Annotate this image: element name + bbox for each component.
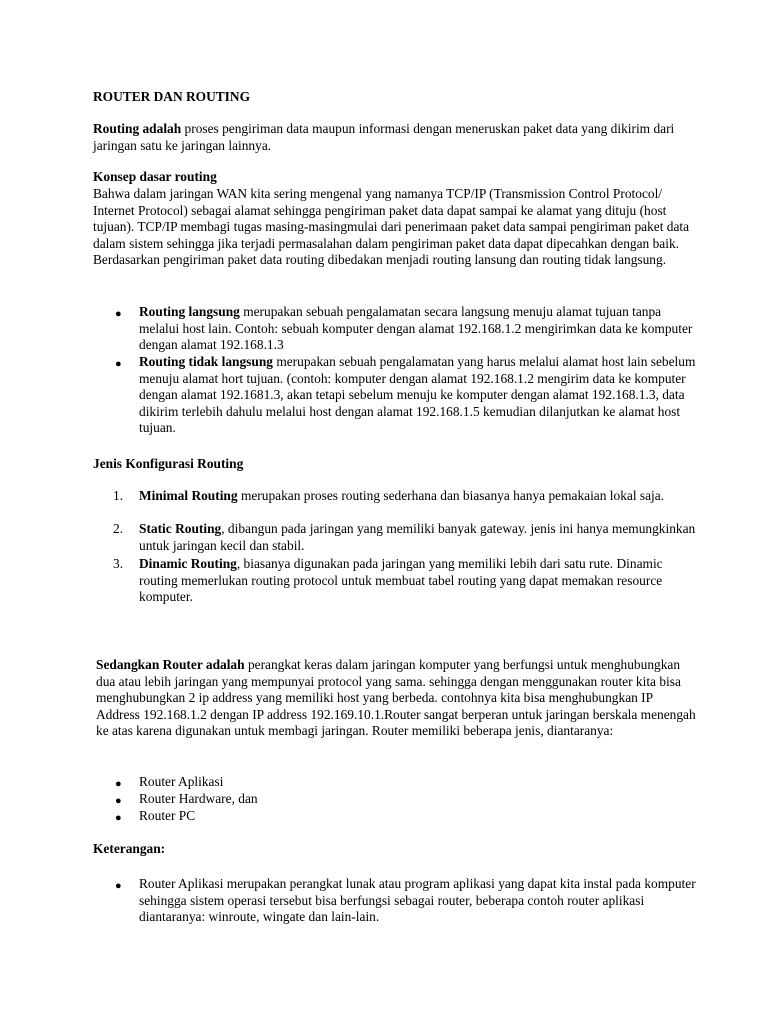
list-item: Router Aplikasi merupakan perangkat lunak atau program aplikasi yang dapat kita instal pada komputer sehingga sistem operasi tersebut bisa berfungsi sebagai router, beberapa contoh router aplikasi diantaranya: winroute, wingate dan lain-lain. — [139, 876, 696, 925]
router-term: Sedangkan Router adalah — [96, 657, 245, 672]
list-item: Router PC — [139, 808, 196, 823]
list-item — [139, 354, 699, 437]
bullet-icon: ● — [115, 308, 122, 320]
list-item-text: merupakan sebuah pengalamatan yang harus melalui alamat host lain sebelum menuju alamat hort tujuan. (contoh: komputer dengan alamat 192.168.1.2 mengirim data ke komputer dengan alamat 192.1681.3, akan tetapi sebelum menuju ke komputer dengan alamat 192.168.1.3, data dikirim terlebih dahulu melalui host dengan alamat 192.168.1.5 kemudian dilanjutkan ke alamat host tujuan. — [139, 354, 696, 436]
list-number: 2. — [113, 521, 124, 536]
konsep-paragraph: Bahwa dalam jaringan WAN kita sering mengenal yang namanya TCP/IP (Transmission Control Protocol/ Internet Protocol) sebagai alamat sehingga pengiriman paket data dapat sampai ke alamat yang dituju (host tujuan). TCP/IP membagi tugas masing-masingmulai dari penerimaan paket data sampai pengiriman paket data dalam sistem sehingga jika terjadi permasalahan dalam pengiriman paket data dapat dipecahkan dengan baik. Berdasarkan pengiriman paket data routing dibedakan menjadi routing lansung dan routing tidak langsung. — [93, 186, 690, 268]
list-item-term: Dinamic Routing — [139, 556, 237, 571]
list-item-term: Routing langsung — [139, 304, 240, 319]
bullet-icon: ● — [115, 795, 122, 807]
page-title: ROUTER DAN ROUTING — [93, 89, 250, 104]
list-item — [139, 556, 699, 606]
list-item-text: , dibangun pada jaringan yang memiliki banyak gateway. jenis ini hanya memungkinkan untuk jaringan kecil dan stabil. — [139, 521, 696, 553]
bullet-icon: ● — [115, 812, 122, 824]
list-item-term: Routing tidak langsung — [139, 354, 273, 369]
list-number: 1. — [113, 488, 124, 503]
jenis-heading: Jenis Konfigurasi Routing — [93, 456, 244, 471]
list-item-term: Minimal Routing — [139, 488, 238, 503]
bullet-icon: ● — [115, 358, 122, 370]
list-item-term: Static Routing — [139, 521, 222, 536]
router-paragraph — [96, 657, 696, 740]
list-item-text: merupakan proses routing sederhana dan biasanya hanya pemakaian lokal saja. — [237, 488, 665, 503]
list-item — [139, 488, 699, 505]
keterangan-heading: Keterangan: — [93, 841, 166, 856]
intro-paragraph — [93, 121, 693, 154]
list-item: Router Hardware, dan — [139, 791, 258, 806]
list-item-text: merupakan sebuah pengalamatan secara langsung menuju alamat tujuan tanpa melalui host lain. Contoh: sebuah komputer dengan alamat 192.168.1.2 mengirimkan data ke komputer dengan alamat 192.168.1.3 — [139, 304, 693, 353]
router-text: perangkat keras dalam jaringan komputer yang berfungsi untuk menghubungkan dua atau lebih jaringan yang mempunyai protocol yang sama. sehingga dengan menggunakan router kita bisa menghubungkan 2 ip address yang memiliki host yang berbeda. contohnya kita bisa menghubungkan IP Address 192.168.1.2 dengan IP address 192.169.10.1.Router sangat berperan untuk jaringan berskala menengah ke atas karena digunakan untuk membagi jaringan. Router memiliki beberapa jenis, diantaranya: — [96, 657, 696, 739]
list-item-text: , biasanya digunakan pada jaringan yang memiliki lebih dari satu rute. Dinamic routing memerlukan routing protocol untuk membuat tabel routing yang dapat memakan resource komputer. — [139, 556, 663, 605]
list-item — [139, 521, 699, 554]
list-item — [139, 304, 699, 354]
konsep-heading: Konsep dasar routing — [93, 169, 217, 184]
bullet-icon: ● — [115, 880, 122, 892]
bullet-icon: ● — [115, 778, 122, 790]
intro-text: proses pengiriman data maupun informasi dengan meneruskan paket data yang dikirim dari jaringan satu ke jaringan lainnya. — [93, 121, 675, 153]
intro-term: Routing adalah — [93, 121, 182, 136]
list-number: 3. — [113, 556, 124, 571]
list-item: Router Aplikasi — [139, 774, 224, 789]
